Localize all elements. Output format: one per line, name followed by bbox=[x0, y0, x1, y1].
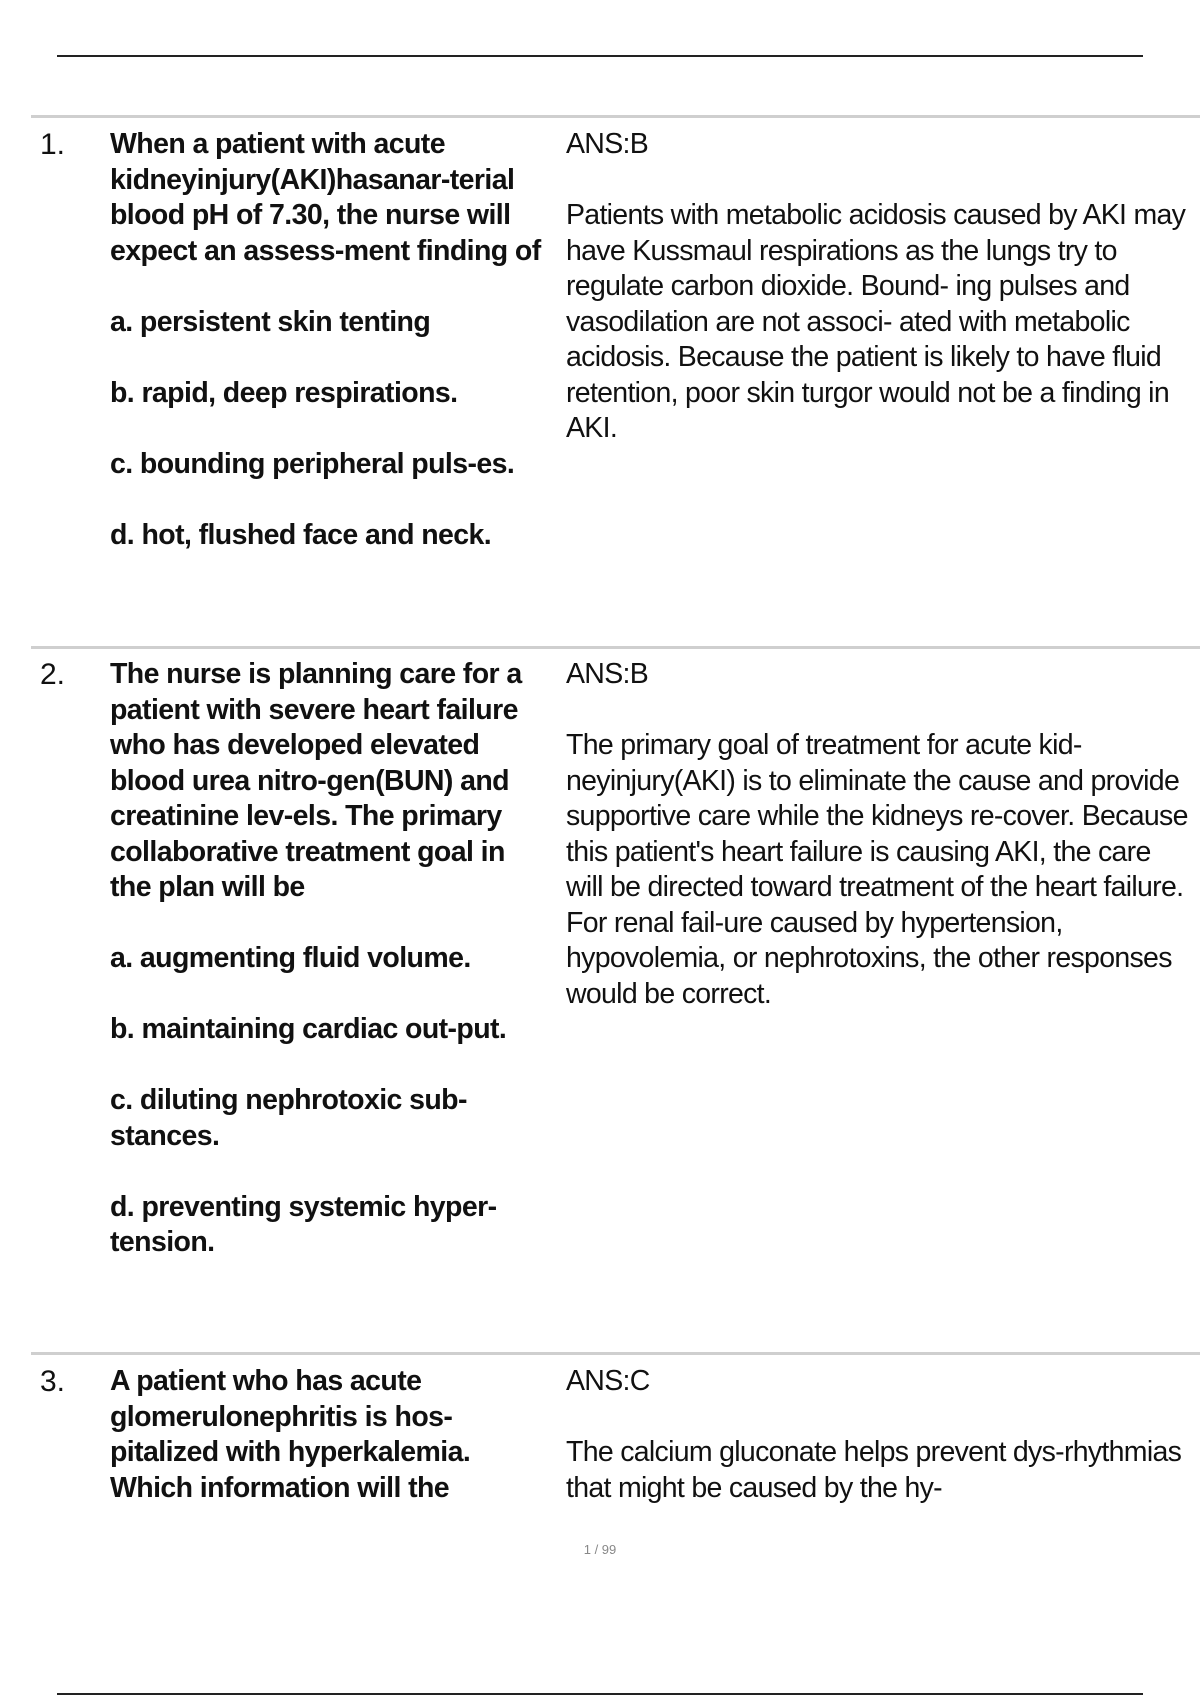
option-d: d. preventing systemic hyper-tension. bbox=[110, 1190, 497, 1258]
answer-label: ANS:B bbox=[566, 658, 649, 690]
question-number: 2. bbox=[40, 658, 66, 691]
option-a: a. augmenting fluid volume. bbox=[110, 942, 471, 974]
answer-rationale: Patients with metabolic acidosis caused by AKI may have Kussmaul respirations as the lungs try to regulate carbon dioxide. Bound- ing pulses and vasodilation are not associ- ated with metabolic acidosis. Because the patient is likely to have fluid retention, poor skin turgor would not be a finding in AKI. bbox=[566, 199, 1186, 444]
option-b: b. rapid, deep respirations. bbox=[110, 376, 458, 409]
answer-label: ANS:C bbox=[566, 1365, 650, 1397]
row-separator bbox=[31, 115, 1200, 118]
row-separator bbox=[31, 646, 1200, 649]
option-c: c. bounding peripheral puls-es. bbox=[110, 447, 515, 480]
answer-rationale: The primary goal of treatment for acute kid-neyinjury(AKI) is to eliminate the cause and provide supportive care while the kidneys re-cover. Because this patient's heart failure is causing AKI, the care will be directed toward treatment of the heart failure. For renal fail-ure caused by hypertension, hypovolemia, or nephrotoxins, the other responses would be correct. bbox=[566, 729, 1188, 1010]
footer-rule bbox=[57, 1693, 1143, 1695]
page-number: 1 / 99 bbox=[583, 1542, 617, 1557]
question-text bbox=[110, 1364, 548, 1506]
question-text bbox=[110, 127, 548, 553]
header-rule bbox=[57, 55, 1143, 57]
option-a: a. persistent skin tenting bbox=[110, 305, 431, 338]
answer-block bbox=[566, 657, 1191, 1012]
question-text bbox=[110, 657, 548, 1261]
question-stem: A patient who has acute glomerulonephritis is hos-pitalized with hyperkalemia. Which information will the bbox=[110, 1365, 471, 1504]
answer-label: ANS:B bbox=[566, 128, 649, 160]
answer-block bbox=[566, 1364, 1191, 1506]
question-stem: The nurse is planning care for a patient with severe heart failure who has developed elevated blood urea nitro-gen(BUN) and creatinine lev-els. The primary collaborative treatment goal in the plan will be bbox=[110, 658, 522, 903]
option-b: b. maintaining cardiac out-put. bbox=[110, 1013, 507, 1045]
question-number: 1. bbox=[40, 128, 66, 161]
option-c: c. diluting nephrotoxic sub-stances. bbox=[110, 1084, 467, 1152]
answer-block bbox=[566, 127, 1191, 447]
option-d: d. hot, flushed face and neck. bbox=[110, 518, 492, 551]
answer-rationale: The calcium gluconate helps prevent dys-rhythmias that might be caused by the hy- bbox=[566, 1436, 1182, 1504]
question-stem: When a patient with acute kidneyinjury(AKI)hasanar-terial blood pH of 7.30, the nurse will expect an assess-ment finding of bbox=[110, 128, 541, 267]
row-separator bbox=[31, 1352, 1200, 1355]
question-number: 3. bbox=[40, 1365, 66, 1398]
